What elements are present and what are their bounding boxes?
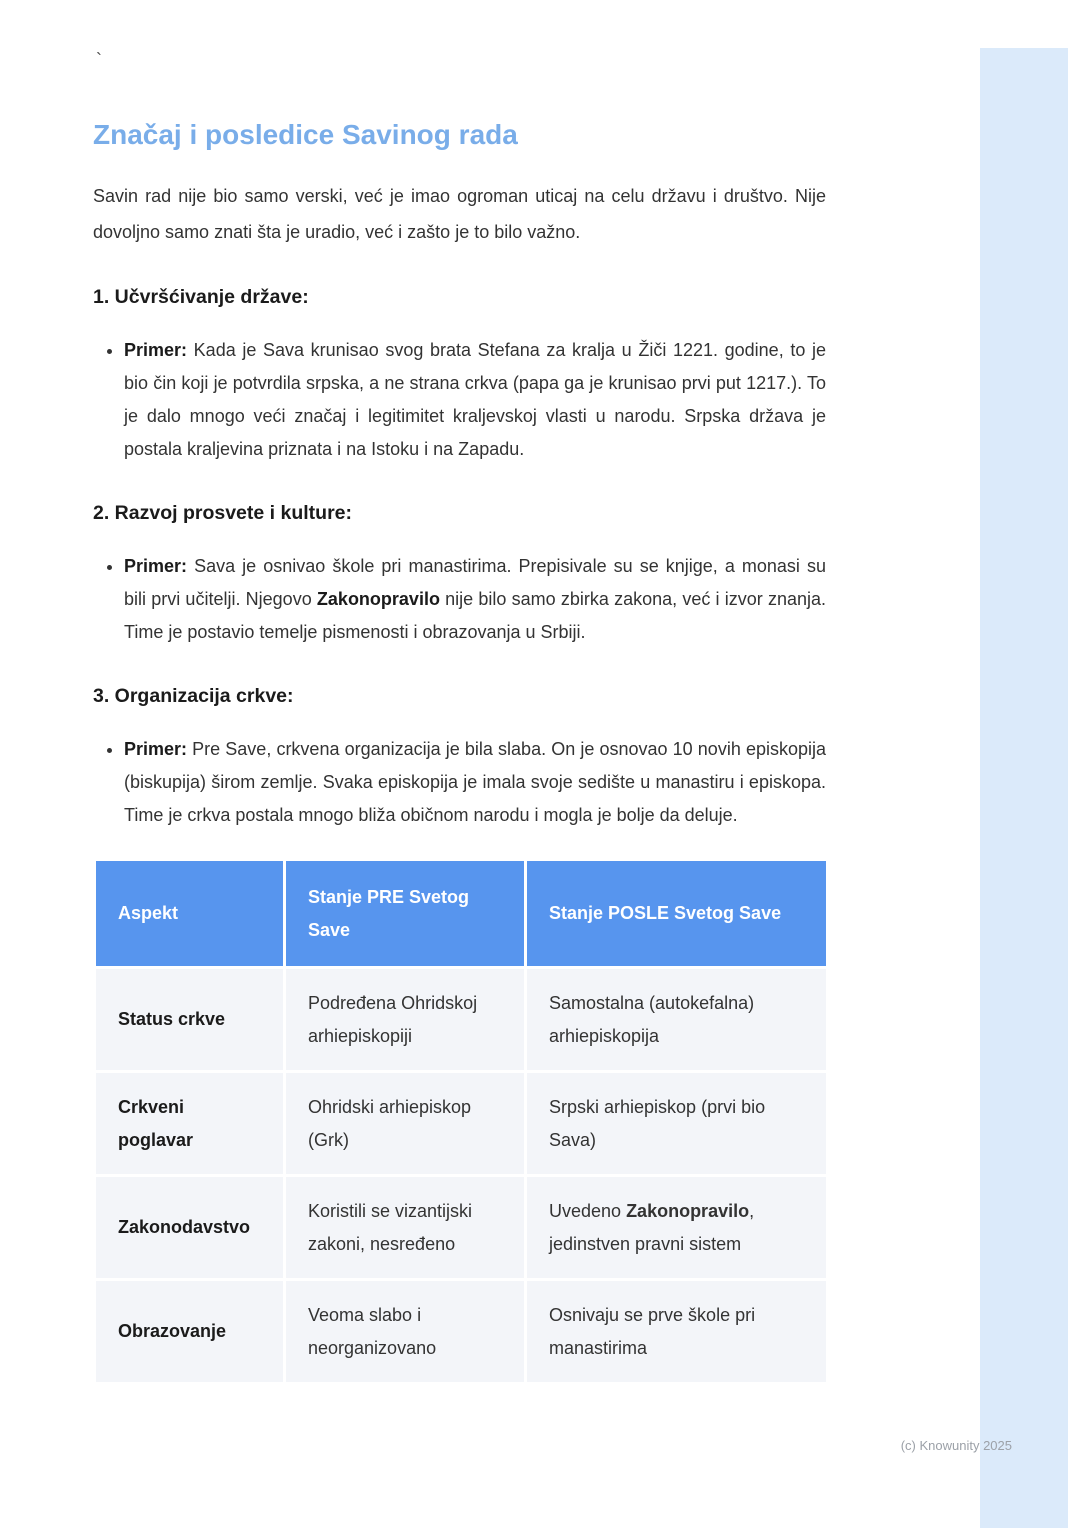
bullet-item [124, 334, 826, 466]
table-body [95, 968, 828, 1384]
bullet-text: Sava je osnivao škole pri manastirima. Prepisivale su se knjige, a monasi su bili prvi učitelji. Njegovo [124, 556, 826, 609]
section-heading-1: 1. Učvršćivanje države: [93, 286, 309, 308]
section-1-bullets [93, 334, 826, 466]
table-row [95, 1072, 828, 1176]
table-header-pre: Stanje PRE Svetog Save [285, 860, 526, 968]
table-header-row [95, 860, 828, 968]
table-header-posle: Stanje POSLE Svetog Save [526, 860, 828, 968]
cell-text: Srpski arhiepiskop (prvi bio Sava) [549, 1096, 766, 1150]
bullet-bold-term: Zakonopravilo [316, 589, 440, 609]
primer-label: Primer: [124, 739, 188, 759]
table-cell-pre: Ohridski arhiepiskop (Grk) [285, 1072, 526, 1176]
table-cell-aspekt: Status crkve [95, 968, 285, 1072]
table-cell-pre: Koristili se vizantijski zakoni, nesređeno [285, 1176, 526, 1280]
table-cell-pre: Veoma slabo i neorganizovano [285, 1280, 526, 1384]
stray-backtick: ` [96, 50, 102, 70]
table-header [95, 860, 828, 968]
table-row [95, 1280, 828, 1384]
cell-text: Samostalna (autokefalna) arhiepiskopija [549, 992, 755, 1046]
table-cell-aspekt: Crkveni poglavar [95, 1072, 285, 1176]
bullet-text: nije bilo samo zbirka zakona, već i izvor znanja. Time je postavio temelje pismenosti i obrazovanja u Srbiji. [124, 589, 827, 642]
bullet-item [124, 550, 826, 649]
bullet-text: Pre Save, crkvena organizacija je bila slaba. On je osnovao 10 novih episkopija (biskupija) širom zemlje. Svaka episkopija je imala svoje sedište u manastiru i episkopa. Time je crkva postala mnogo bliža običnom narodu i mogla je bolje da deluje. [124, 739, 826, 825]
section-2-bullets [93, 550, 826, 649]
table-row [95, 1176, 828, 1280]
table-header-aspekt: Aspekt [95, 860, 285, 968]
intro-paragraph: Savin rad nije bio samo verski, već je imao ogroman uticaj na celu državu i društvo. Nije dovoljno samo znati šta je uradio, već i zašto je to bilo važno. [93, 186, 826, 242]
section-heading-3: 3. Organizacija crkve: [93, 685, 294, 707]
copyright-text: (c) Knowunity 2025 [900, 1438, 1012, 1453]
right-edge-panel [980, 48, 1068, 1528]
table-cell-posle [526, 1280, 828, 1384]
cell-text: , jedinstven pravni sistem [549, 1200, 755, 1254]
page-title: Značaj i posledice Savinog rada [93, 119, 518, 150]
table-cell-posle [526, 968, 828, 1072]
cell-text: Osnivaju se prve škole pri manastirima [549, 1304, 756, 1358]
table-cell-posle [526, 1176, 828, 1280]
table-cell-aspekt: Obrazovanje [95, 1280, 285, 1384]
primer-label: Primer: [124, 340, 188, 360]
section-heading-2: 2. Razvoj prosvete i kulture: [93, 502, 352, 524]
table-cell-posle [526, 1072, 828, 1176]
cell-bold-term: Zakonopravilo [626, 1200, 750, 1221]
bullet-text: Kada je Sava krunisao svog brata Stefana za kralja u Žiči 1221. godine, to je bio čin koji je potvrdila srpska, a ne strana crkva (papa ga je krunisao prvi put 1217.). To je dalo mnogo veći značaj i legitimitet kraljevskoj vlasti u narodu. Srpska država je postala kraljevina priznata i na Istoku i na Zapadu. [124, 340, 826, 459]
document-content [93, 0, 826, 1385]
section-3-bullets [93, 733, 826, 832]
primer-label: Primer: [124, 556, 188, 576]
table-row [95, 968, 828, 1072]
bullet-item [124, 733, 826, 832]
cell-text: Uvedeno [549, 1200, 627, 1221]
comparison-table [93, 858, 829, 1385]
table-cell-pre: Podređena Ohridskoj arhiepiskopiji [285, 968, 526, 1072]
table-cell-aspekt: Zakonodavstvo [95, 1176, 285, 1280]
